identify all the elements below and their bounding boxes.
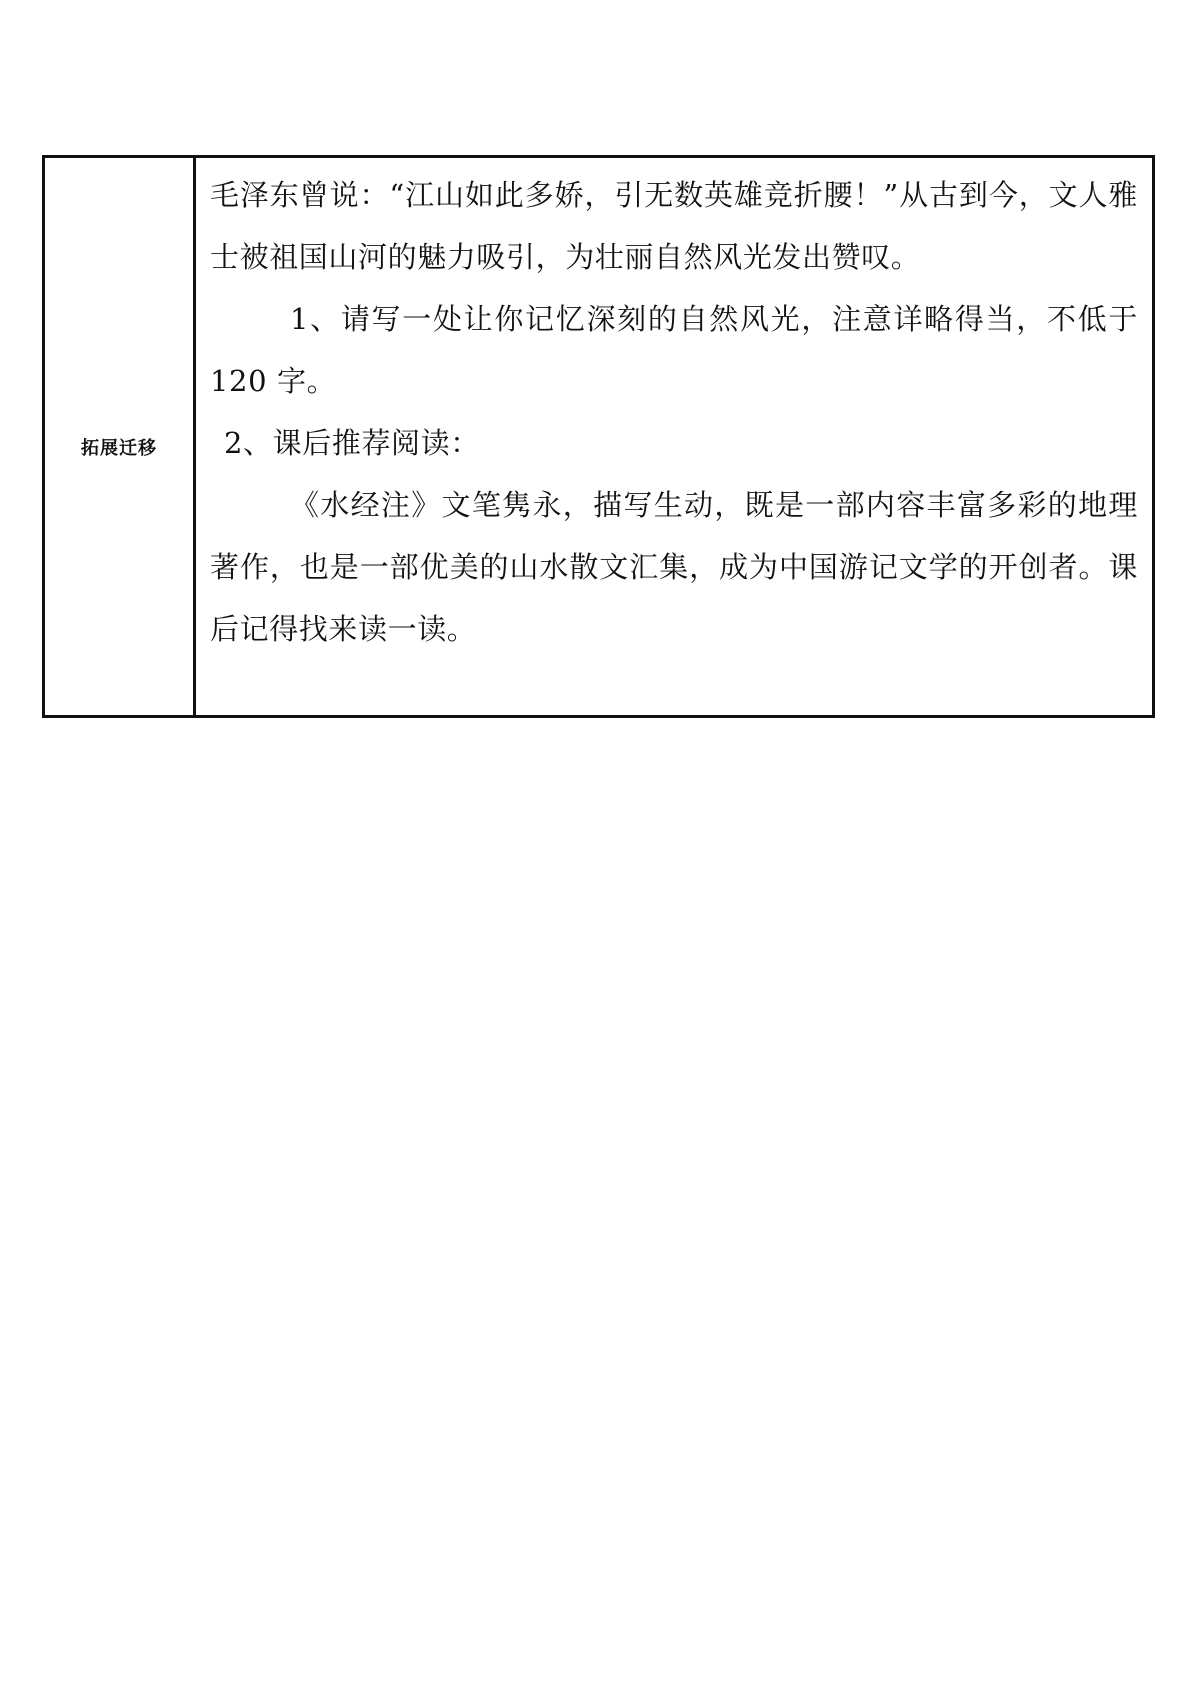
task-1-paragraph: 1、请写一处让你记忆深刻的自然风光，注意详略得当，不低于 120 字。: [210, 302, 1138, 398]
lesson-table: [42, 155, 1155, 718]
reading-paragraph: 《水经注》文笔隽永，描写生动，既是一部内容丰富多彩的地理著作，也是一部优美的山水散文汇集，成为中国游记文学的开创者。课后记得找来读一读。: [210, 488, 1138, 646]
intro-paragraph: 毛泽东曾说：“江山如此多娇，引无数英雄竞折腰！”从古到今，文人雅士被祖国山河的魅力吸引，为壮丽自然风光发出赞叹。: [210, 178, 1138, 274]
task-2-heading: 2、课后推荐阅读：: [224, 426, 480, 460]
row-label-cell: [44, 157, 195, 717]
content-cell: [195, 157, 1154, 717]
row-label: 拓展迁移: [81, 437, 157, 459]
table-row: [44, 157, 1154, 717]
